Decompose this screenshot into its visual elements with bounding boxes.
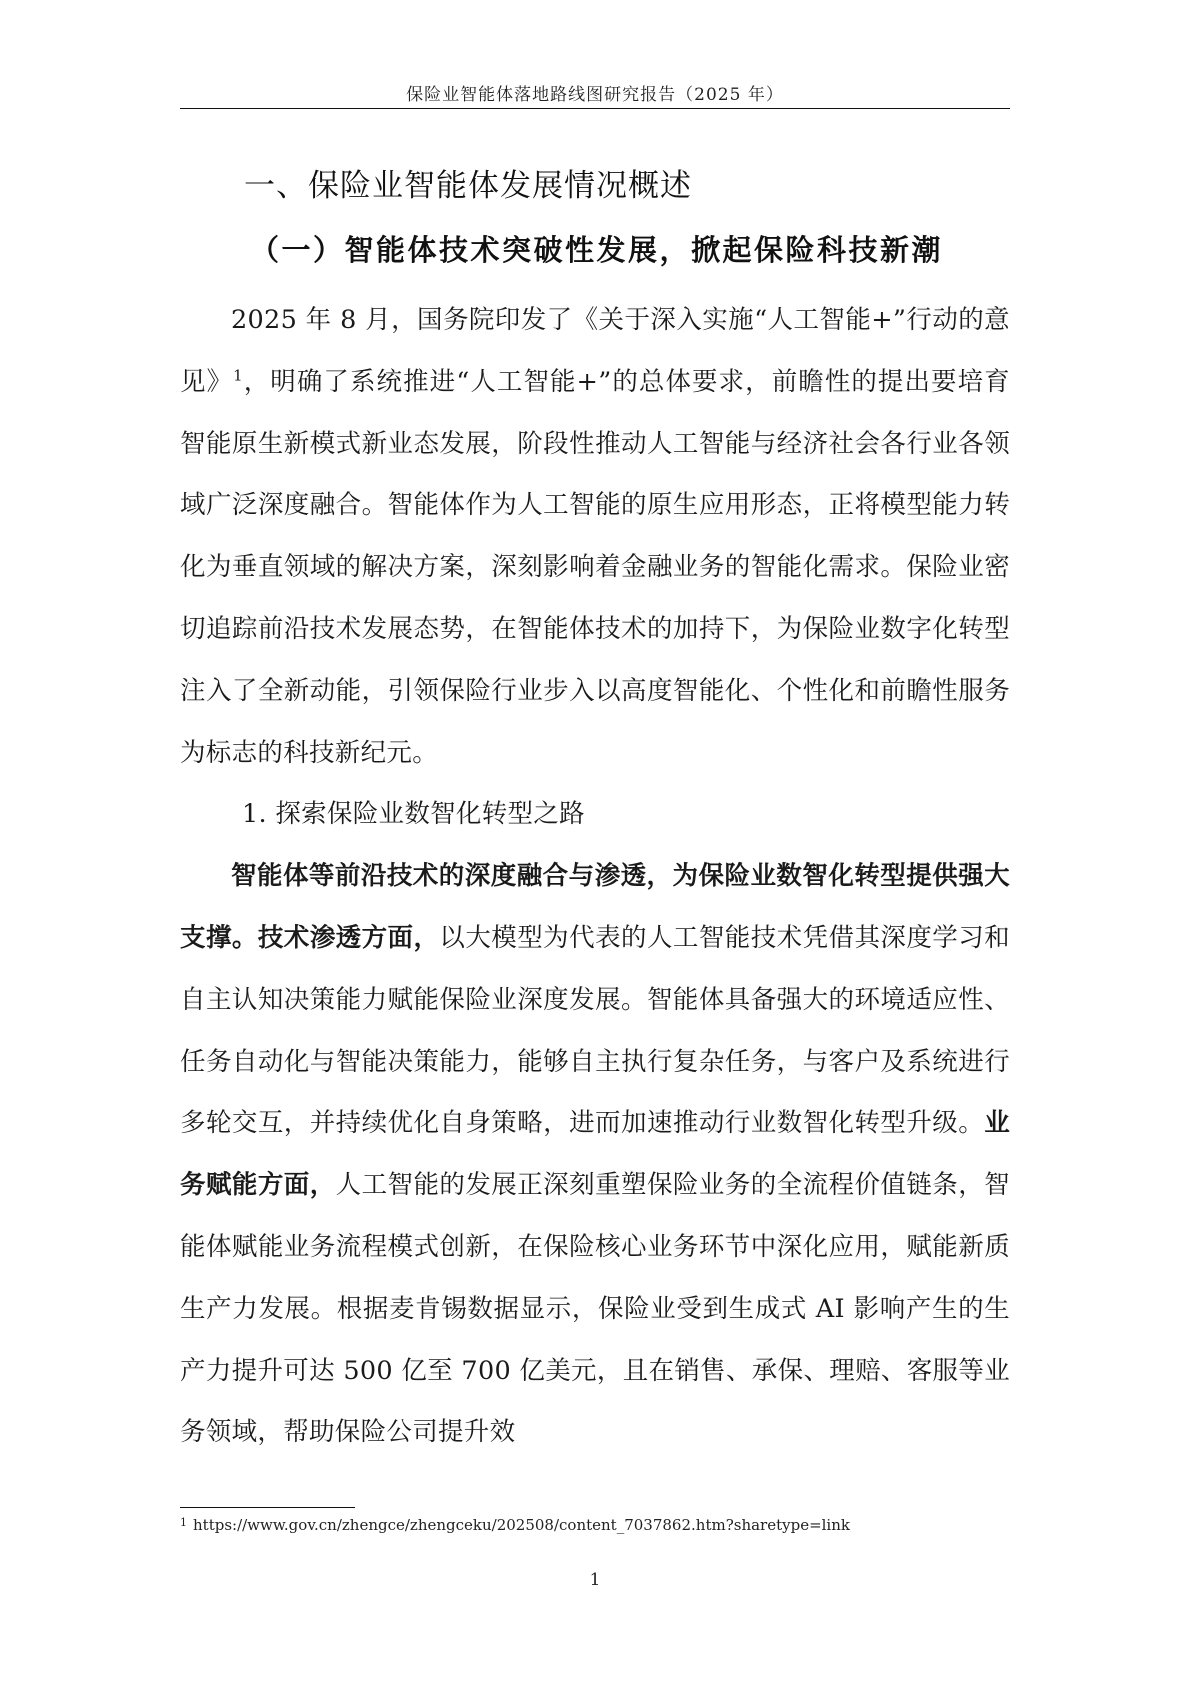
section-title: 一、保险业智能体发展情况概述 bbox=[244, 168, 692, 204]
business-enablement-text: 人工智能的发展正深刻重塑保险业务的全流程价值链条，智能体赋能业务流程模式创新，在保险核心业务环节中深化应用，赋能新质生产力发展。根据麦肯锡数据显示，保险业受到生成式 AI 影响产生的生产力提升可达 500 亿至 700 亿美元，且在销售、承保、理赔、客服等业务领域，帮助保险公司提升效 bbox=[180, 1170, 1010, 1448]
footnote-mark: 1 bbox=[180, 1516, 187, 1529]
business-enablement-label: 业务赋能方面， bbox=[180, 1108, 1010, 1201]
tech-penetration-label: 技术渗透方面， bbox=[257, 922, 440, 953]
page-number: 1 bbox=[589, 1570, 601, 1590]
body-text bbox=[180, 290, 1010, 1464]
tech-penetration-text: 以大模型为代表的人工智能技术凭借其深度学习和自主认知决策能力赋能保险业深度发展。智能体具备强大的环境适应性、任务自动化与智能决策能力，能够自主执行复杂任务，与客户及系统进行多轮交互，并持续优化自身策略，进而加速推动行业数智化转型升级。 bbox=[180, 922, 1010, 1139]
paragraph-2 bbox=[180, 846, 1010, 1464]
header-divider bbox=[180, 108, 1010, 109]
paragraph-2-lead: 智能体等前沿技术的深度融合与渗透，为保险业数智化转型提供强大支撑。 bbox=[180, 861, 1010, 953]
heading-1: 1. 探索保险业数智化转型之路 bbox=[242, 799, 585, 830]
running-header: 保险业智能体落地路线图研究报告（2025 年） bbox=[406, 85, 784, 105]
footnote-link[interactable]: https://www.gov.cn/zhengce/zhengceku/202508/content_7037862.htm?sharetype=link bbox=[193, 1516, 850, 1534]
footnote bbox=[180, 1516, 850, 1534]
paragraph-1-text-a: 2025 年 8 月，国务院印发了《关于深入实施“人工智能+”行动的意见》 bbox=[180, 305, 1010, 397]
paragraph-1-text-b: ，明确了系统推进“人工智能+”的总体要求，前瞻性的提出要培育智能原生新模式新业态发展，阶段性推动人工智能与经济社会各行业各领域广泛深度融合。智能体作为人工智能的原生应用形态，正将模型能力转化为垂直领域的解决方案，深刻影响着金融业务的智能化需求。保险业密切追踪前沿技术发展态势，在智能体技术的加持下，为保险业数字化转型注入了全新动能，引领保险行业步入以高度智能化、个性化和前瞻性服务为标志的科技新纪元。 bbox=[180, 366, 1010, 768]
footnote-divider bbox=[180, 1507, 355, 1508]
footnote-reference[interactable]: 1 bbox=[233, 366, 243, 385]
paragraph-1 bbox=[180, 290, 1010, 784]
subsection-title: （一）智能体技术突破性发展，掀起保险科技新潮 bbox=[250, 233, 944, 267]
